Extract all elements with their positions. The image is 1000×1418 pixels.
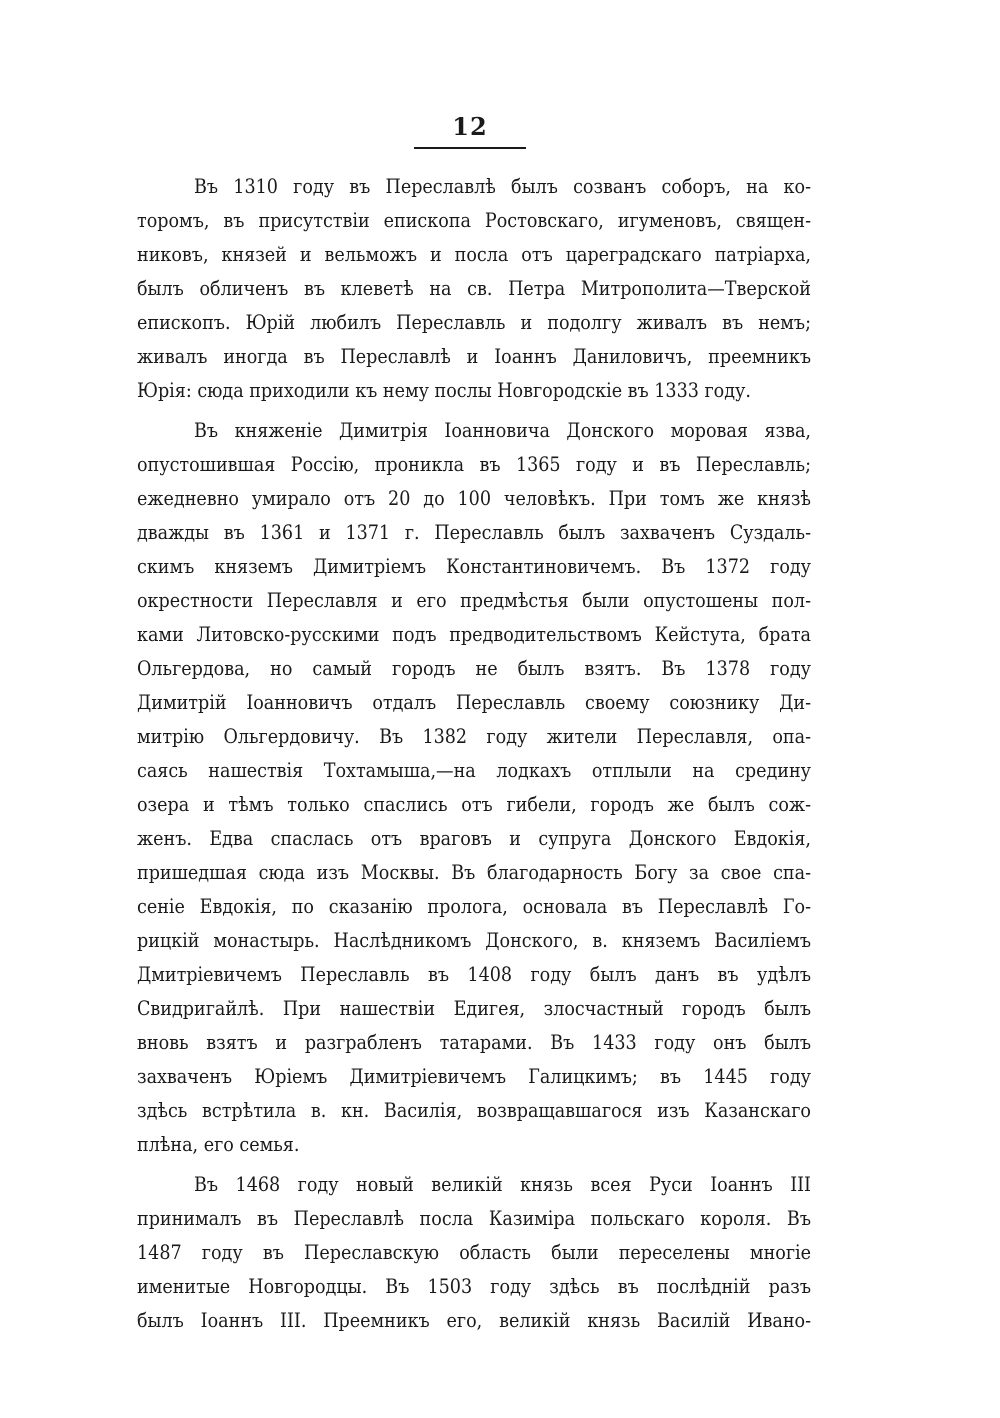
text-line: былъ Іоаннъ III. Преемникъ его, великій князь Василій Ивано- [137,1309,811,1332]
text-line: Въ 1310 году въ Переславлѣ былъ созванъ соборъ, на ко- [194,175,811,198]
text-line: именитые Новгородцы. Въ 1503 году здѣсь въ послѣдній разъ [137,1275,811,1298]
text-line: митрію Ольгердовичу. Въ 1382 году жители Переславля, опа- [137,725,811,748]
text-line: никовъ, князей и вельможъ и посла отъ цареградскаго патріарха, [137,243,811,266]
text-line: озера и тѣмъ только спаслись отъ гибели, городъ же былъ сож- [137,793,811,816]
text-line: захваченъ Юріемъ Димитріевичемъ Галицкимъ; въ 1445 году [137,1065,811,1088]
text-line: ежедневно умирало отъ 20 до 100 человѣкъ. При томъ же князѣ [137,487,811,510]
text-line: епископъ. Юрій любилъ Переславль и подолгу живалъ въ немъ; [137,311,811,334]
page-number: 12 [452,112,488,141]
text-line: вновь взятъ и разграбленъ татарами. Въ 1433 году онъ былъ [137,1031,811,1054]
text-line: принималъ въ Переславлѣ посла Казиміра польскаго короля. Въ [137,1207,811,1230]
text-line: здѣсь встрѣтила в. кн. Василія, возвращавшагося изъ Казанскаго [137,1099,811,1122]
text-line: живалъ иногда въ Переславлѣ и Іоаннъ Даниловичъ, преемникъ [137,345,811,368]
text-line: пришедшая сюда изъ Москвы. Въ благодарность Богу за свое спа- [137,861,811,884]
text-line: саясь нашествія Тохтамыша,—на лодкахъ отплыли на средину [137,759,811,782]
text-line: окрестности Переславля и его предмѣстья были опустошены пол- [137,589,811,612]
text-line: 1487 году въ Переславскую область были переселены многіе [137,1241,811,1264]
text-line: дважды въ 1361 и 1371 г. Переславль былъ захваченъ Суздаль- [137,521,811,544]
page-number-rule [414,147,526,149]
text-line: Дмитріевичемъ Переславль въ 1408 году былъ данъ въ удѣлъ [137,963,811,986]
text-line: Въ 1468 году новый великій князь всея Руси Іоаннъ III [194,1173,811,1196]
text-line: скимъ княземъ Димитріемъ Константиновичемъ. Въ 1372 году [137,555,811,578]
text-line: сеніе Евдокія, по сказанію пролога, основала въ Переславлѣ Го- [137,895,811,918]
text-line: плѣна, его семья. [137,1133,300,1156]
text-line: былъ обличенъ въ клеветѣ на св. Петра Митрополита—Тверской [137,277,811,300]
text-line: Ольгердова, но самый городъ не былъ взятъ. Въ 1378 году [137,657,811,680]
text-line: ками Литовско-русскими подъ предводительствомъ Кейстута, брата [137,623,811,646]
text-line: рицкій монастырь. Наслѣдникомъ Донского, в. княземъ Василіемъ [137,929,811,952]
text-line: торомъ, въ присутствіи епископа Ростовскаго, игуменовъ, священ- [137,209,811,232]
text-line: Свидригайлѣ. При нашествіи Едигея, злосчастный городъ былъ [137,997,811,1020]
text-line: Въ княженіе Димитрія Іоанновича Донского моровая язва, [194,419,811,442]
text-line: Юрія: сюда приходили къ нему послы Новгородскіе въ 1333 году. [137,379,751,402]
text-line: опустошившая Россію, проникла въ 1365 году и въ Переславль; [137,453,811,476]
text-line: Димитрій Іоанновичъ отдалъ Переславль своему союзнику Ди- [137,691,811,714]
text-line: женъ. Едва спаслась отъ враговъ и супруга Донского Евдокія, [137,827,811,850]
